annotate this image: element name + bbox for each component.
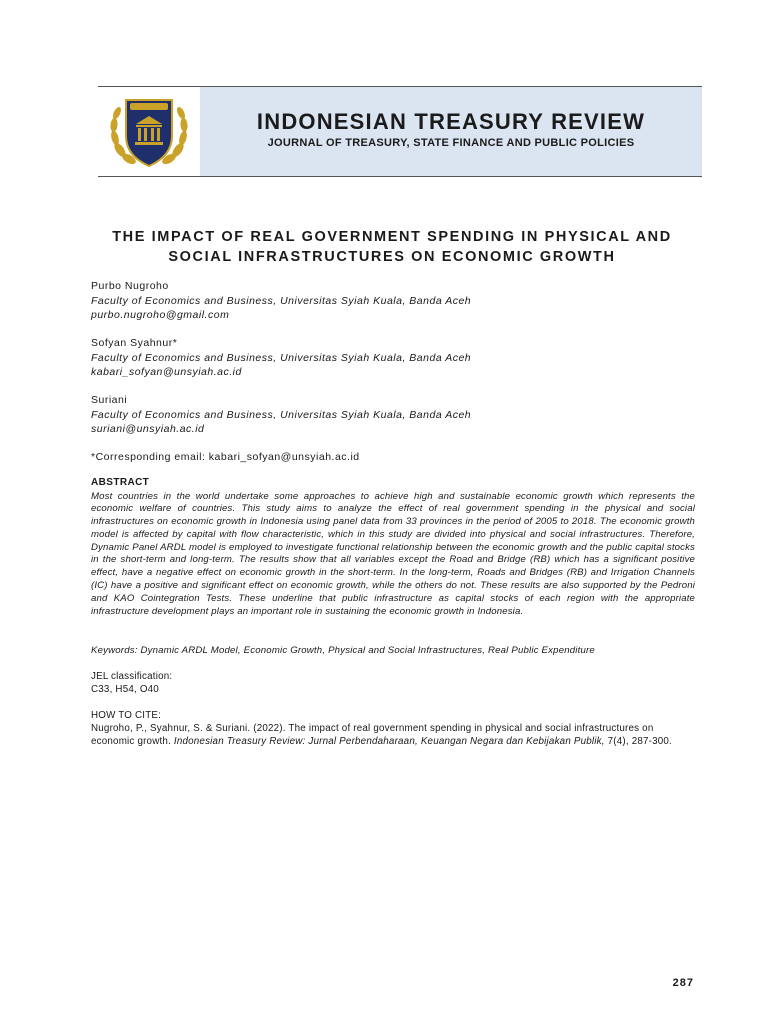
how-to-cite [91,710,695,748]
author-email[interactable]: kabari_sofyan@unsyiah.ac.id [91,366,242,378]
abstract-heading: ABSTRACT [91,477,150,488]
keywords: Keywords: Dynamic ARDL Model, Economic Growth, Physical and Social Infrastructures, Real Public Expenditure [91,645,595,656]
author-email[interactable]: purbo.nugroho@gmail.com [91,309,230,321]
page-number: 287 [672,977,694,989]
cite-plain: Nugroho, P., Syahnur, S. & Suriani. (2022). The impact of real government spending in physical and social infrastructures on economic growth. [91,722,654,747]
cite-label: HOW TO CITE: [91,710,162,721]
corresponding-email: *Corresponding email: kabari_sofyan@unsyiah.ac.id [91,451,360,463]
cite-volume: 7(4), 287-300. [604,735,672,747]
author-block-3 [91,393,695,437]
article-title-line-1: THE IMPACT OF REAL GOVERNMENT SPENDING IN PHYSICAL AND [112,229,672,245]
journal-name: INDONESIAN TREASURY REVIEW [256,109,646,134]
author-name: Sofyan Syahnur* [91,337,178,349]
author-affiliation: Faculty of Economics and Business, Universitas Syiah Kuala, Banda Aceh [91,351,472,364]
author-email[interactable]: suriani@unsyiah.ac.id [91,423,205,435]
jel-classification [91,671,695,697]
abstract-section [91,476,695,618]
author-name: Purbo Nugroho [91,280,169,292]
author-block-2 [91,336,695,380]
author-affiliation: Faculty of Economics and Business, Universitas Syiah Kuala, Banda Aceh [91,294,472,307]
article-title [100,227,684,267]
journal-subtitle: JOURNAL OF TREASURY, STATE FINANCE AND PUBLIC POLICIES [267,137,635,149]
author-block-1 [91,279,695,323]
journal-logo [98,87,200,176]
jel-codes: C33, H54, O40 [91,683,159,695]
article-title-line-2: SOCIAL INFRASTRUCTURES ON ECONOMIC GROWTH [168,249,616,265]
jel-label: JEL classification: [91,671,173,682]
journal-title-panel [200,87,702,176]
author-affiliation: Faculty of Economics and Business, Universitas Syiah Kuala, Banda Aceh [91,408,472,421]
building-crest-laurel-icon [106,92,192,172]
cite-journal: Indonesian Treasury Review: Jurnal Perbendaharaan, Keuangan Negara dan Kebijakan Publik, [173,735,605,747]
author-name: Suriani [91,394,128,406]
cite-text [91,723,695,749]
journal-header [98,86,702,177]
abstract-text: Most countries in the world undertake some approaches to achieve high and sustainable economic growth which represents the economic welfare of countries. This study aims to analyze the effect of real government spending in the physical and social infrastructures on economic growth in Indonesia using panel data from 33 provinces in the period of 2005 to 2018. The economic growth model is affected by capital with flow characteristic, which in this study are divided into physical and social infrastructures. Therefore, Dynamic Panel ARDL model is employed to investigate functional relationship between the economic growth and the public capital stocks in the short-term and long-term. The results show that all variables except the Road and Bridge (RB) which has a significant positive effect, have a negative effect on economic growth in the short-term. In the long-term, Roads and Bridges (RB) and Irrigation Channels (IC) have a positive and significant effect on economic growth, while the others do not. These results are also supported by the Pedroni and KAO Cointegration Tests. These underline that public infrastructure as capital stocks of each region with the appropriate infrastructure development plays an important role in sustaining the economic growth in Indonesia. [91,490,695,617]
